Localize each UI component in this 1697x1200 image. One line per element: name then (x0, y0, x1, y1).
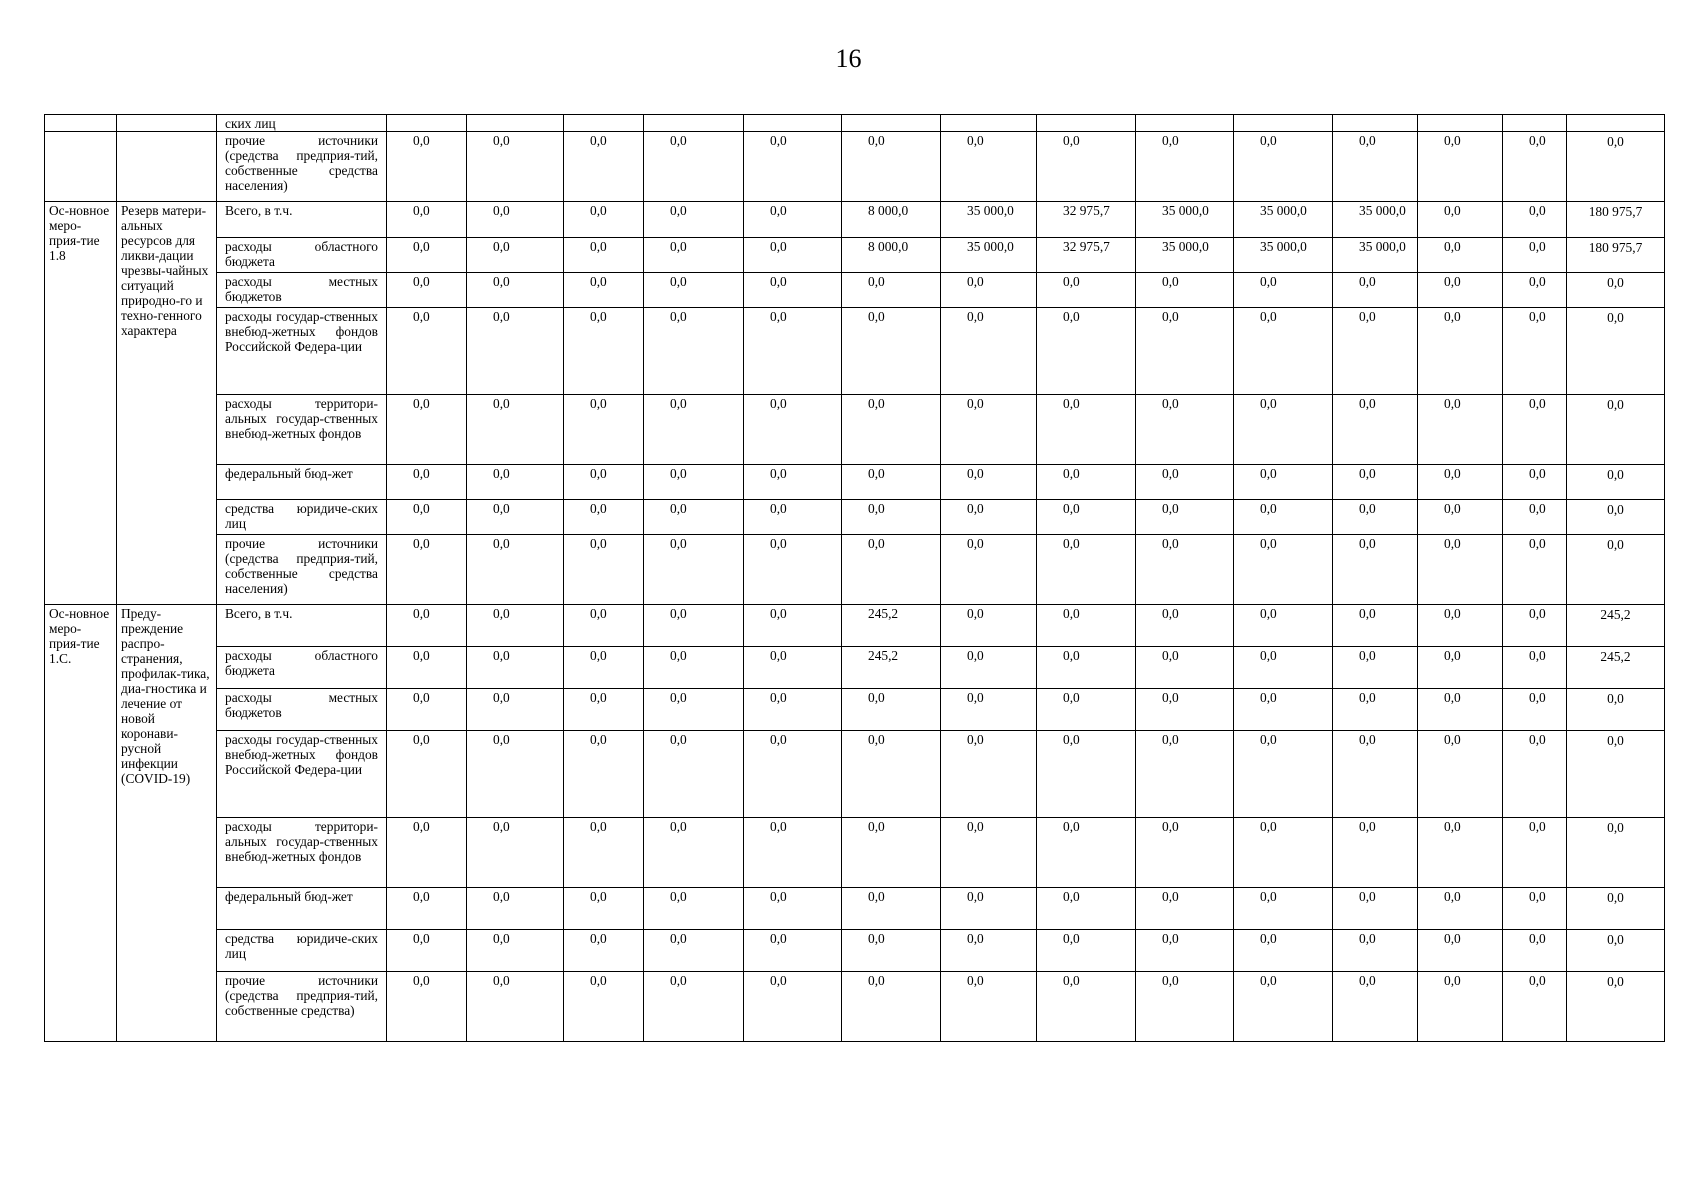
financing-table (44, 114, 1665, 1042)
event-cell (45, 115, 117, 132)
value-cell: 0,0 (564, 731, 644, 818)
value-cell: 35 000,0 (1234, 202, 1333, 238)
value-cell: 0,0 (1503, 308, 1567, 395)
value-cell: 0,0 (941, 308, 1037, 395)
value-cell: 0,0 (644, 465, 744, 500)
value-cell: 0,0 (941, 888, 1037, 930)
value-cell: 180 975,7 (1567, 238, 1665, 273)
value-cell: 0,0 (744, 132, 842, 202)
value-cell: 0,0 (1418, 689, 1503, 731)
value-cell (1136, 115, 1234, 132)
value-cell: 0,0 (842, 888, 941, 930)
value-cell: 0,0 (1503, 273, 1567, 308)
value-cell: 8 000,0 (842, 202, 941, 238)
value-cell: 0,0 (387, 731, 467, 818)
value-cell: 0,0 (842, 930, 941, 972)
value-cell: 0,0 (564, 888, 644, 930)
value-cell: 0,0 (644, 818, 744, 888)
table-body (45, 115, 1665, 1042)
value-cell: 0,0 (1418, 395, 1503, 465)
value-cell: 0,0 (744, 647, 842, 689)
value-cell: 0,0 (1503, 731, 1567, 818)
value-cell: 0,0 (387, 500, 467, 535)
value-cell: 0,0 (644, 308, 744, 395)
value-cell: 0,0 (644, 202, 744, 238)
value-cell: 0,0 (842, 273, 941, 308)
value-cell: 0,0 (1418, 818, 1503, 888)
value-cell: 0,0 (467, 500, 564, 535)
value-cell: 0,0 (644, 132, 744, 202)
value-cell: 0,0 (744, 818, 842, 888)
value-cell: 0,0 (744, 238, 842, 273)
value-cell: 0,0 (467, 202, 564, 238)
value-cell: 0,0 (1136, 972, 1234, 1042)
value-cell: 0,0 (1567, 500, 1665, 535)
value-cell: 0,0 (842, 972, 941, 1042)
source-cell: расходы территори-альных государ-ственных внебюд-жетных фондов (217, 395, 387, 465)
value-cell: 0,0 (1037, 731, 1136, 818)
value-cell (467, 115, 564, 132)
value-cell: 0,0 (1136, 308, 1234, 395)
value-cell: 0,0 (467, 308, 564, 395)
value-cell: 0,0 (842, 818, 941, 888)
value-cell: 8 000,0 (842, 238, 941, 273)
value-cell: 0,0 (1567, 308, 1665, 395)
value-cell: 0,0 (842, 308, 941, 395)
table-row (45, 465, 1665, 500)
value-cell: 0,0 (1037, 535, 1136, 605)
table-row (45, 115, 1665, 132)
source-cell: средства юридиче-ских лиц (217, 930, 387, 972)
value-cell: 0,0 (467, 605, 564, 647)
value-cell: 0,0 (1418, 308, 1503, 395)
value-cell: 0,0 (1333, 930, 1418, 972)
value-cell: 0,0 (842, 689, 941, 731)
value-cell: 0,0 (1503, 465, 1567, 500)
value-cell: 0,0 (1037, 132, 1136, 202)
event-name: Ос-новное меро-прия-тие 1.8 (45, 202, 117, 605)
value-cell: 0,0 (842, 395, 941, 465)
value-cell: 0,0 (1567, 273, 1665, 308)
value-cell: 0,0 (744, 972, 842, 1042)
value-cell: 0,0 (1037, 465, 1136, 500)
value-cell: 0,0 (644, 972, 744, 1042)
value-cell (1333, 115, 1418, 132)
value-cell: 0,0 (1037, 930, 1136, 972)
value-cell: 0,0 (467, 273, 564, 308)
value-cell: 0,0 (1567, 818, 1665, 888)
value-cell: 0,0 (564, 689, 644, 731)
value-cell: 0,0 (467, 465, 564, 500)
table-row (45, 731, 1665, 818)
value-cell: 0,0 (387, 132, 467, 202)
value-cell: 0,0 (644, 930, 744, 972)
value-cell: 245,2 (1567, 605, 1665, 647)
value-cell: 0,0 (941, 465, 1037, 500)
table-row (45, 308, 1665, 395)
value-cell: 0,0 (387, 238, 467, 273)
value-cell: 35 000,0 (1136, 202, 1234, 238)
value-cell: 0,0 (644, 888, 744, 930)
source-cell: расходы областного бюджета (217, 238, 387, 273)
value-cell: 0,0 (1333, 500, 1418, 535)
value-cell: 0,0 (1234, 535, 1333, 605)
source-cell: Всего, в т.ч. (217, 605, 387, 647)
value-cell: 0,0 (1418, 465, 1503, 500)
source-cell: ских лиц (217, 115, 387, 132)
value-cell: 0,0 (1037, 605, 1136, 647)
value-cell: 0,0 (467, 689, 564, 731)
value-cell: 0,0 (387, 605, 467, 647)
value-cell: 245,2 (1567, 647, 1665, 689)
value-cell: 0,0 (1418, 535, 1503, 605)
value-cell: 0,0 (564, 500, 644, 535)
value-cell: 0,0 (744, 202, 842, 238)
value-cell: 0,0 (1503, 238, 1567, 273)
value-cell: 0,0 (1234, 395, 1333, 465)
source-cell: федеральный бюд-жет (217, 888, 387, 930)
value-cell: 0,0 (467, 647, 564, 689)
value-cell: 0,0 (941, 273, 1037, 308)
value-cell (1234, 115, 1333, 132)
value-cell: 35 000,0 (1333, 202, 1418, 238)
table-row (45, 273, 1665, 308)
name-cell (117, 132, 217, 202)
value-cell: 0,0 (1567, 930, 1665, 972)
table-row (45, 689, 1665, 731)
value-cell: 0,0 (941, 535, 1037, 605)
value-cell: 0,0 (1333, 308, 1418, 395)
value-cell: 0,0 (1333, 972, 1418, 1042)
value-cell: 0,0 (1503, 500, 1567, 535)
table-row (45, 972, 1665, 1042)
value-cell: 0,0 (1418, 500, 1503, 535)
value-cell: 0,0 (744, 930, 842, 972)
value-cell: 0,0 (1567, 731, 1665, 818)
value-cell: 0,0 (941, 689, 1037, 731)
value-cell: 0,0 (1333, 465, 1418, 500)
value-cell: 0,0 (644, 273, 744, 308)
source-cell: расходы местных бюджетов (217, 273, 387, 308)
value-cell: 0,0 (1567, 972, 1665, 1042)
value-cell: 0,0 (467, 930, 564, 972)
event-name: Ос-новное меро-прия-тие 1.C. (45, 605, 117, 1042)
value-cell: 0,0 (467, 238, 564, 273)
value-cell: 0,0 (1136, 731, 1234, 818)
value-cell: 0,0 (1234, 273, 1333, 308)
table-row (45, 888, 1665, 930)
value-cell: 0,0 (1333, 605, 1418, 647)
value-cell: 32 975,7 (1037, 238, 1136, 273)
value-cell: 0,0 (1136, 647, 1234, 689)
value-cell: 0,0 (1037, 888, 1136, 930)
value-cell: 35 000,0 (941, 202, 1037, 238)
value-cell: 0,0 (467, 395, 564, 465)
source-cell: средства юридиче-ских лиц (217, 500, 387, 535)
value-cell: 0,0 (467, 888, 564, 930)
value-cell: 0,0 (564, 395, 644, 465)
value-cell: 0,0 (744, 689, 842, 731)
value-cell: 35 000,0 (1333, 238, 1418, 273)
value-cell: 0,0 (744, 395, 842, 465)
value-cell: 0,0 (1037, 818, 1136, 888)
value-cell: 0,0 (644, 605, 744, 647)
value-cell: 245,2 (842, 647, 941, 689)
value-cell: 0,0 (1136, 888, 1234, 930)
value-cell: 0,0 (941, 731, 1037, 818)
value-cell: 0,0 (1418, 132, 1503, 202)
value-cell: 0,0 (1503, 818, 1567, 888)
value-cell: 0,0 (387, 202, 467, 238)
value-cell: 0,0 (1333, 273, 1418, 308)
value-cell: 0,0 (744, 731, 842, 818)
value-cell: 0,0 (1503, 535, 1567, 605)
value-cell: 0,0 (1418, 972, 1503, 1042)
value-cell: 0,0 (1567, 535, 1665, 605)
value-cell (387, 115, 467, 132)
source-cell: федеральный бюд-жет (217, 465, 387, 500)
value-cell: 0,0 (1234, 500, 1333, 535)
value-cell: 0,0 (387, 308, 467, 395)
value-cell: 0,0 (387, 395, 467, 465)
value-cell: 0,0 (842, 535, 941, 605)
value-cell: 0,0 (1037, 500, 1136, 535)
value-cell: 0,0 (564, 238, 644, 273)
value-cell: 0,0 (1333, 818, 1418, 888)
value-cell: 0,0 (1136, 465, 1234, 500)
value-cell: 0,0 (1567, 689, 1665, 731)
table-row (45, 930, 1665, 972)
value-cell: 0,0 (387, 535, 467, 605)
value-cell: 0,0 (1418, 238, 1503, 273)
value-cell (1503, 115, 1567, 132)
value-cell: 0,0 (644, 689, 744, 731)
value-cell: 180 975,7 (1567, 202, 1665, 238)
value-cell: 0,0 (744, 500, 842, 535)
value-cell: 0,0 (941, 500, 1037, 535)
value-cell: 0,0 (564, 465, 644, 500)
value-cell: 0,0 (564, 647, 644, 689)
value-cell: 0,0 (941, 818, 1037, 888)
value-cell: 0,0 (941, 972, 1037, 1042)
value-cell: 0,0 (842, 132, 941, 202)
value-cell: 0,0 (1234, 605, 1333, 647)
event-cell (45, 132, 117, 202)
table-row (45, 132, 1665, 202)
value-cell: 0,0 (1136, 689, 1234, 731)
table-row (45, 500, 1665, 535)
value-cell: 0,0 (1333, 132, 1418, 202)
value-cell: 0,0 (1333, 689, 1418, 731)
value-cell: 0,0 (1234, 930, 1333, 972)
value-cell: 0,0 (1567, 465, 1665, 500)
value-cell: 0,0 (1333, 395, 1418, 465)
value-cell: 32 975,7 (1037, 202, 1136, 238)
value-cell: 0,0 (1333, 647, 1418, 689)
value-cell: 0,0 (941, 647, 1037, 689)
value-cell: 0,0 (1333, 731, 1418, 818)
value-cell: 0,0 (1234, 689, 1333, 731)
value-cell: 0,0 (1503, 888, 1567, 930)
value-cell: 0,0 (467, 132, 564, 202)
value-cell: 0,0 (387, 647, 467, 689)
value-cell: 0,0 (1136, 535, 1234, 605)
value-cell: 0,0 (1136, 273, 1234, 308)
value-cell: 0,0 (744, 535, 842, 605)
value-cell: 0,0 (744, 465, 842, 500)
value-cell: 0,0 (1418, 888, 1503, 930)
value-cell: 0,0 (1234, 465, 1333, 500)
value-cell: 0,0 (387, 888, 467, 930)
value-cell (744, 115, 842, 132)
value-cell: 0,0 (644, 395, 744, 465)
value-cell: 0,0 (1503, 930, 1567, 972)
value-cell (1567, 115, 1665, 132)
value-cell: 0,0 (744, 273, 842, 308)
source-cell: прочие источники (средства предприя-тий, собственные средства) (217, 972, 387, 1042)
value-cell: 0,0 (644, 731, 744, 818)
value-cell: 0,0 (744, 605, 842, 647)
value-cell: 0,0 (1037, 689, 1136, 731)
source-cell: прочие источники (средства предприя-тий, собственные средства населения) (217, 132, 387, 202)
value-cell (842, 115, 941, 132)
value-cell: 0,0 (1234, 308, 1333, 395)
value-cell: 0,0 (1234, 888, 1333, 930)
value-cell: 0,0 (564, 972, 644, 1042)
value-cell: 0,0 (1037, 395, 1136, 465)
value-cell: 0,0 (744, 308, 842, 395)
source-cell: расходы государ-ственных внебюд-жетных фондов Российской Федера-ции (217, 308, 387, 395)
value-cell: 0,0 (1503, 972, 1567, 1042)
value-cell: 0,0 (387, 273, 467, 308)
table-row (45, 395, 1665, 465)
value-cell: 0,0 (744, 888, 842, 930)
value-cell: 0,0 (1136, 395, 1234, 465)
table-row (45, 605, 1665, 647)
source-cell: Всего, в т.ч. (217, 202, 387, 238)
value-cell: 0,0 (564, 132, 644, 202)
page-number: 16 (835, 44, 862, 73)
value-cell: 35 000,0 (941, 238, 1037, 273)
table-row (45, 202, 1665, 238)
value-cell: 0,0 (564, 818, 644, 888)
event-description: Преду-преждение распро-странения, профилак-тика, диа-гностика и лечение от новой коронави-русной инфекции (COVID-19) (117, 605, 217, 1042)
value-cell: 0,0 (387, 972, 467, 1042)
value-cell: 0,0 (1136, 132, 1234, 202)
value-cell: 0,0 (564, 930, 644, 972)
value-cell (1418, 115, 1503, 132)
value-cell: 0,0 (1136, 930, 1234, 972)
value-cell (1037, 115, 1136, 132)
value-cell: 0,0 (1234, 731, 1333, 818)
value-cell: 245,2 (842, 605, 941, 647)
value-cell: 0,0 (1503, 132, 1567, 202)
value-cell: 0,0 (1503, 395, 1567, 465)
value-cell (941, 115, 1037, 132)
value-cell: 0,0 (564, 605, 644, 647)
value-cell: 0,0 (387, 689, 467, 731)
source-cell: расходы государ-ственных внебюд-жетных фондов Российской Федера-ции (217, 731, 387, 818)
table-row (45, 647, 1665, 689)
value-cell: 0,0 (1418, 930, 1503, 972)
value-cell: 0,0 (842, 500, 941, 535)
value-cell: 0,0 (842, 465, 941, 500)
value-cell: 0,0 (1503, 605, 1567, 647)
value-cell: 0,0 (1333, 535, 1418, 605)
value-cell: 0,0 (1136, 818, 1234, 888)
value-cell (644, 115, 744, 132)
value-cell: 0,0 (1234, 972, 1333, 1042)
value-cell: 0,0 (1503, 647, 1567, 689)
value-cell: 0,0 (1503, 202, 1567, 238)
source-cell: расходы местных бюджетов (217, 689, 387, 731)
value-cell: 0,0 (644, 535, 744, 605)
value-cell: 0,0 (1418, 273, 1503, 308)
value-cell: 0,0 (1418, 202, 1503, 238)
event-description: Резерв матери-альных ресурсов для ликви-дации чрезвы-чайных ситуаций природно-го и техно-генного характера (117, 202, 217, 605)
source-cell: расходы областного бюджета (217, 647, 387, 689)
value-cell: 0,0 (1234, 818, 1333, 888)
value-cell: 0,0 (467, 972, 564, 1042)
value-cell: 0,0 (1418, 731, 1503, 818)
value-cell: 0,0 (387, 818, 467, 888)
value-cell: 0,0 (1037, 647, 1136, 689)
value-cell: 0,0 (1567, 395, 1665, 465)
value-cell: 0,0 (1567, 888, 1665, 930)
value-cell: 35 000,0 (1136, 238, 1234, 273)
source-cell: прочие источники (средства предприя-тий, собственные средства населения) (217, 535, 387, 605)
value-cell: 0,0 (564, 308, 644, 395)
value-cell: 0,0 (1503, 689, 1567, 731)
table-row (45, 818, 1665, 888)
value-cell: 0,0 (1418, 605, 1503, 647)
source-cell: расходы территори-альных государ-ственных внебюд-жетных фондов (217, 818, 387, 888)
value-cell: 0,0 (1037, 273, 1136, 308)
value-cell: 35 000,0 (1234, 238, 1333, 273)
value-cell: 0,0 (564, 202, 644, 238)
value-cell: 0,0 (387, 930, 467, 972)
table-row (45, 238, 1665, 273)
value-cell: 0,0 (1136, 605, 1234, 647)
value-cell: 0,0 (941, 930, 1037, 972)
value-cell: 0,0 (941, 605, 1037, 647)
name-cell (117, 115, 217, 132)
value-cell: 0,0 (644, 238, 744, 273)
value-cell: 0,0 (644, 647, 744, 689)
value-cell: 0,0 (1234, 647, 1333, 689)
value-cell: 0,0 (467, 731, 564, 818)
value-cell: 0,0 (1418, 647, 1503, 689)
value-cell: 0,0 (842, 731, 941, 818)
value-cell: 0,0 (1567, 132, 1665, 202)
value-cell: 0,0 (1037, 308, 1136, 395)
table-row (45, 535, 1665, 605)
value-cell: 0,0 (564, 273, 644, 308)
value-cell: 0,0 (564, 535, 644, 605)
value-cell: 0,0 (387, 465, 467, 500)
value-cell: 0,0 (941, 132, 1037, 202)
value-cell: 0,0 (1037, 972, 1136, 1042)
value-cell: 0,0 (467, 535, 564, 605)
value-cell (564, 115, 644, 132)
value-cell: 0,0 (1333, 888, 1418, 930)
value-cell: 0,0 (467, 818, 564, 888)
value-cell: 0,0 (941, 395, 1037, 465)
value-cell: 0,0 (1136, 500, 1234, 535)
value-cell: 0,0 (644, 500, 744, 535)
value-cell: 0,0 (1234, 132, 1333, 202)
